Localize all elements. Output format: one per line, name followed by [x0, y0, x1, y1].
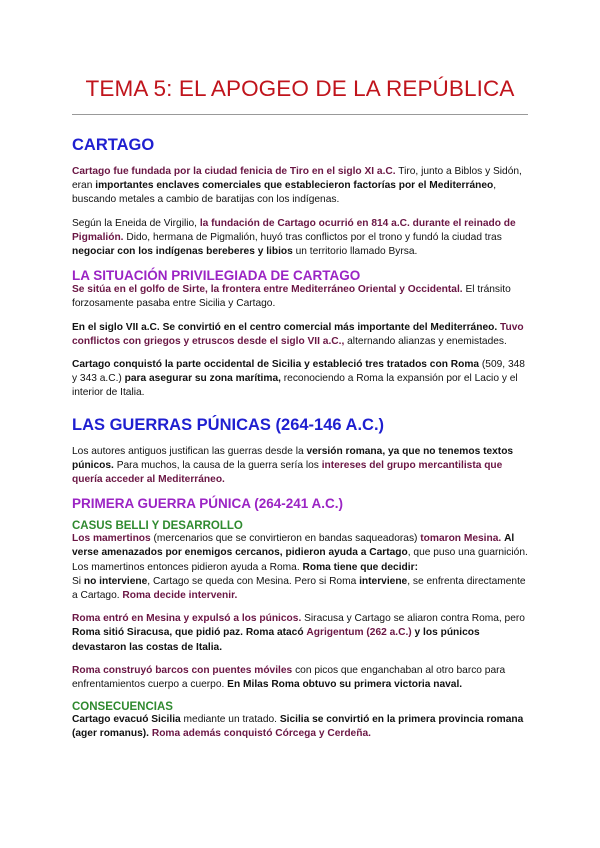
heading-casus-belli: CASUS BELLI Y DESARROLLO — [72, 520, 243, 533]
heading-guerras-punicas: LAS GUERRAS PÚNICAS (264-146 A.C.) — [72, 415, 385, 434]
highlighted-text: tomaron Mesina. — [420, 533, 502, 545]
paragraph-casus-1 — [72, 532, 528, 560]
highlighted-text: Roma decide intervenir. — [122, 590, 238, 602]
paragraph-situacion-1 — [72, 283, 528, 311]
text-run: El tránsito forzosamente pasaba entre Sicilia y Cartago. — [72, 284, 511, 310]
highlighted-text: Agrigentum (262 a.C.) — [306, 627, 412, 639]
text-run: , buscando metales a cambio de baratijas con los indígenas. — [72, 180, 497, 206]
text-run: Para muchos, la causa de la guerra sería los — [113, 459, 322, 471]
paragraph-casus-4 — [72, 612, 528, 655]
text-run: (mercenarios que se convirtieron en bandas saqueadoras) — [150, 533, 421, 545]
heading-primera-guerra: PRIMERA GUERRA PÚNICA (264-241 A.C.) — [72, 496, 344, 512]
bold-text: Cartago conquistó la parte occidental de Sicilia y estableció tres tratados con Roma — [72, 359, 480, 371]
paragraph-casus-2 — [72, 561, 528, 575]
highlighted-text: Roma además conquistó Córcega y Cerdeña. — [151, 728, 371, 740]
text-run: mediante un tratado. — [180, 714, 280, 726]
text-run: , que puso una guarnición. — [407, 547, 528, 559]
highlighted-text: Roma entró en Mesina y expulsó a los púnicos. — [72, 613, 302, 625]
heading-situacion: LA SITUACIÓN PRIVILEGIADA DE CARTAGO — [72, 268, 361, 284]
highlighted-text: Tuvo conflictos con griegos y etruscos desde el siglo VII a.C., — [72, 321, 524, 347]
page-title: TEMA 5: EL APOGEO DE LA REPÚBLICA — [85, 76, 515, 101]
bold-text: Sicilia se convirtió en la primera provincia romana (ager romanus). — [72, 714, 524, 740]
text-run: Si — [72, 575, 84, 587]
paragraph-consecuencias-1 — [72, 713, 528, 741]
text-run: , se enfrenta directamente a Cartago. — [72, 575, 526, 602]
paragraph-situacion-3 — [72, 358, 528, 401]
bold-text: Al verse amenazados por enemigos cercanos, pidieron ayuda a Cartago — [72, 533, 515, 559]
bold-text: negociar con los indígenas bereberes y libios — [72, 246, 293, 258]
text-run: Dido, hermana de Pigmalión, huyó tras conflictos por el trono y fundó la ciudad tras — [123, 231, 502, 243]
bold-text: Roma tiene que decidir: — [302, 561, 418, 573]
paragraph-casus-5 — [72, 664, 528, 692]
bold-text: Roma atacó — [245, 627, 304, 639]
highlighted-text: Roma construyó barcos con puentes móviles — [72, 664, 293, 676]
heading-consecuencias: CONSECUENCIAS — [72, 701, 173, 714]
bold-text: y los púnicos devastaron las costas de Italia. — [72, 627, 480, 653]
highlighted-text: intereses del grupo mercantilista que quería acceder al Mediterráneo. — [72, 459, 503, 486]
paragraph-casus-3 — [72, 575, 528, 603]
title-divider — [72, 114, 528, 115]
highlighted-text: la fundación de Cartago ocurrió en 814 a.C. durante el reinado de Pigmalión. — [72, 217, 516, 243]
text-run: Siracusa y Cartago se aliaron contra Roma, pero — [301, 613, 525, 625]
paragraph-cartago-2 — [72, 217, 528, 260]
text-run: Tiro, junto a Biblos y Sidón, eran — [72, 166, 522, 192]
bold-text: Cartago evacuó Sicilia — [72, 714, 181, 726]
text-run: Los autores antiguos justifican las guerras desde la — [72, 445, 307, 457]
bold-text: interviene — [359, 575, 408, 587]
bold-text: En el siglo VII a.C. Se convirtió en el centro comercial más importante del Mediterráneo. — [72, 321, 498, 333]
text-run: (509, 348 y 343 a.C.) — [72, 359, 525, 385]
text-run: , Cartago se queda con Mesina. Pero si Roma — [147, 575, 360, 587]
paragraph-situacion-2 — [72, 321, 528, 349]
text-run: con picos que enganchaban al otro barco para enfrentamientos cuerpo a cuerpo. — [72, 664, 506, 691]
heading-cartago: CARTAGO — [72, 136, 155, 154]
bold-text: no interviene — [83, 575, 148, 587]
text-run: Los mamertinos entonces pidieron ayuda a Roma. — [72, 561, 303, 573]
bold-text: para asegurar su zona marítima, — [124, 373, 281, 385]
highlighted-text: Cartago fue fundada por la ciudad fenicia de Tiro en el siglo XI a.C. — [72, 166, 396, 177]
paragraph-cartago-1 — [72, 165, 528, 208]
bold-text: importantes enclaves comerciales que establecieron factorías por el Mediterráneo — [95, 180, 494, 192]
paragraph-guerras-1 — [72, 445, 528, 488]
text-run: reconociendo a Roma la expansión por el Lacio y el interior de Italia. — [72, 373, 518, 399]
text-run: alternando alianzas y enemistades. — [344, 335, 507, 347]
highlighted-text: Los mamertinos — [72, 533, 151, 545]
highlighted-text: Se sitúa en el golfo de Sirte, la frontera entre Mediterráneo Oriental y Occidental. — [72, 284, 463, 296]
bold-text: En Milas Roma obtuvo su primera victoria naval. — [227, 679, 463, 691]
text-run: un territorio llamado Byrsa. — [292, 246, 418, 258]
bold-text: Roma sitió Siracusa, que pidió paz. — [72, 627, 243, 639]
text-run: Según la Eneida de Virgilio, — [72, 217, 200, 229]
bold-text: versión romana, ya que no tenemos textos púnicos. — [72, 445, 514, 471]
